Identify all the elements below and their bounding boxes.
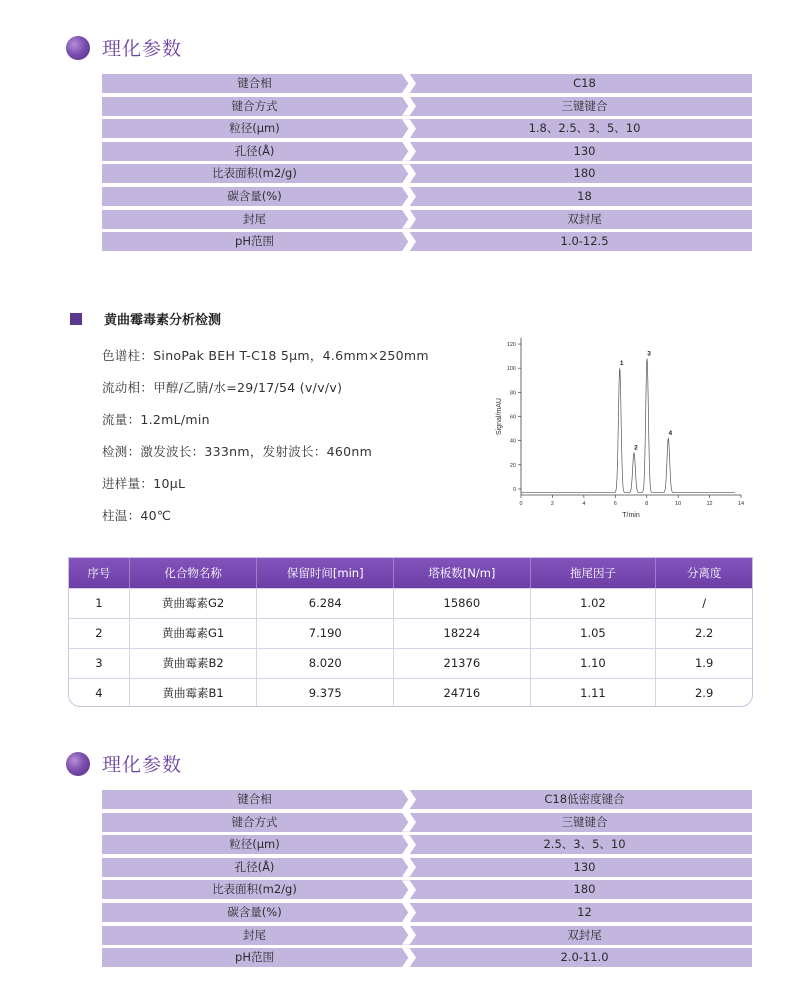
param-key: 粒径(μm) [229, 121, 280, 136]
table-cell: 2.9 [694, 686, 714, 700]
param-key: 封尾 [243, 927, 266, 942]
analysis-header [70, 309, 221, 328]
table-cell: 黄曲霉素G1 [130, 619, 258, 648]
table-cell: 1.10 [531, 649, 657, 678]
y-tick-label: 100 [506, 366, 516, 373]
x-tick-label: 8 [645, 501, 649, 507]
param-value: 2.5、3、5、10 [543, 837, 626, 852]
x-axis-label: T/min [622, 512, 640, 519]
param-row [102, 813, 752, 832]
param-key: 比表面积(m2/g) [212, 166, 297, 181]
param-value: 180 [573, 166, 596, 181]
param-row [102, 142, 752, 161]
table-cell: 3 [69, 649, 130, 678]
x-tick-label: 10 [675, 501, 682, 507]
table-cell: 1.11 [531, 679, 657, 707]
analysis-title: 黄曲霉毒素分析检测 [104, 313, 222, 328]
y-tick-label: 120 [506, 342, 516, 349]
param-row [102, 835, 752, 854]
table-cell: 2.2 [694, 626, 714, 640]
table-cell: 1.05 [531, 619, 657, 648]
param-value: 18 [577, 188, 592, 203]
param-row [102, 187, 752, 206]
table-cell: 黄曲霉素B1 [130, 679, 258, 707]
param-row [102, 948, 752, 967]
param-row [102, 903, 752, 922]
header-cell: 序号 [69, 558, 130, 588]
param-value: 180 [573, 882, 596, 897]
table-row [69, 648, 752, 678]
param-value: 双封尾 [567, 927, 602, 942]
x-tick-label: 12 [706, 501, 713, 507]
table-row [69, 678, 752, 707]
x-tick-label: 2 [550, 501, 554, 507]
table-cell: 1 [69, 589, 130, 618]
param-key: 碳含量(%) [227, 904, 282, 919]
peak-label: 2 [634, 444, 638, 452]
param-value: C18低密度键合 [544, 792, 625, 806]
param-key: 孔径(Å) [234, 143, 275, 158]
param-row [102, 232, 752, 251]
table-cell: 4 [69, 679, 130, 707]
section-header-1 [66, 34, 182, 61]
table-cell: 9.375 [257, 679, 394, 707]
param-row [102, 164, 752, 183]
param-key: 键合方式 [231, 98, 278, 113]
peak-label: 3 [647, 350, 651, 358]
param-key: pH范围 [235, 234, 274, 249]
param-row [102, 97, 752, 116]
square-bullet-icon [70, 313, 82, 325]
table-cell: / [702, 596, 707, 610]
param-row [102, 74, 752, 93]
param-value: 双封尾 [567, 211, 602, 226]
param-key: 键合方式 [231, 814, 278, 829]
param-row [102, 858, 752, 877]
condition-detection: 检测：激发波长：333nm，发射波长：460nm [102, 444, 373, 459]
table-cell: 1.9 [694, 656, 714, 670]
param-key: 封尾 [243, 211, 266, 226]
param-key: 比表面积(m2/g) [212, 882, 297, 897]
condition-mobile-phase: 流动相：甲醇/乙腈/水=29/17/54 (v/v/v) [102, 380, 343, 395]
signal-trace [521, 359, 735, 493]
param-row [102, 210, 752, 229]
param-table-2 [102, 790, 752, 971]
param-key: 碳含量(%) [227, 188, 282, 203]
bullet-dot-icon [66, 36, 90, 60]
param-value: 12 [577, 904, 592, 919]
table-row [69, 588, 752, 618]
table-cell: 1.02 [531, 589, 657, 618]
table-cell: 黄曲霉素G2 [130, 589, 258, 618]
y-tick-label: 60 [509, 414, 516, 421]
param-value: 三键键合 [561, 814, 608, 829]
table-header [69, 558, 752, 588]
x-tick-label: 4 [582, 501, 586, 507]
compound-table [68, 557, 753, 707]
x-tick-label: 0 [519, 501, 523, 507]
section-header-2 [66, 750, 182, 777]
condition-column: 色谱柱：SinoPak BEH T-C18 5μm，4.6mm×250mm [102, 348, 429, 363]
table-cell: 6.284 [257, 589, 394, 618]
param-key: 键合相 [237, 76, 272, 90]
header-cell: 分离度 [686, 566, 722, 580]
table-cell: 2 [69, 619, 130, 648]
param-row [102, 880, 752, 899]
header-cell: 塔板数[N/m] [394, 558, 531, 588]
param-value: 130 [573, 859, 596, 874]
y-tick-label: 40 [509, 438, 516, 445]
section-title: 理化参数 [102, 754, 183, 776]
header-cell: 化合物名称 [130, 558, 258, 588]
y-tick-label: 20 [509, 462, 516, 469]
param-value: 2.0-11.0 [560, 950, 609, 965]
param-row [102, 790, 752, 809]
y-tick-label: 80 [509, 390, 516, 397]
condition-temperature: 柱温：40℃ [102, 508, 172, 523]
param-table-1 [102, 74, 752, 255]
header-cell: 拖尾因子 [531, 558, 657, 588]
x-tick-label: 14 [737, 501, 745, 507]
param-row [102, 119, 752, 138]
table-cell: 15860 [394, 589, 531, 618]
header-cell: 保留时间[min] [257, 558, 394, 588]
condition-injection: 进样量：10μL [102, 476, 186, 491]
chromatogram-chart [493, 328, 755, 524]
y-axis-label: Signal/mAU [496, 398, 503, 435]
param-key: 粒径(μm) [229, 837, 280, 852]
bullet-dot-icon [66, 752, 90, 776]
param-value: 1.0-12.5 [560, 234, 609, 249]
condition-flow-rate: 流量：1.2mL/min [102, 412, 210, 427]
param-key: pH范围 [235, 950, 274, 965]
table-cell: 24716 [394, 679, 531, 707]
table-cell: 18224 [394, 619, 531, 648]
param-key: 键合相 [237, 792, 272, 806]
y-tick-label: 0 [512, 486, 516, 493]
param-value: 三键键合 [561, 98, 608, 113]
param-value: 1.8、2.5、3、5、10 [528, 121, 641, 136]
table-cell: 8.020 [257, 649, 394, 678]
param-row [102, 926, 752, 945]
peak-label: 4 [668, 430, 673, 438]
section-title: 理化参数 [102, 38, 183, 60]
table-cell: 黄曲霉素B2 [130, 649, 258, 678]
table-row [69, 618, 752, 648]
table-cell: 21376 [394, 649, 531, 678]
param-value: C18 [573, 76, 596, 90]
param-key: 孔径(Å) [234, 859, 275, 874]
peak-label: 1 [619, 360, 624, 368]
x-tick-label: 6 [613, 501, 617, 507]
param-value: 130 [573, 143, 596, 158]
table-cell: 7.190 [257, 619, 394, 648]
